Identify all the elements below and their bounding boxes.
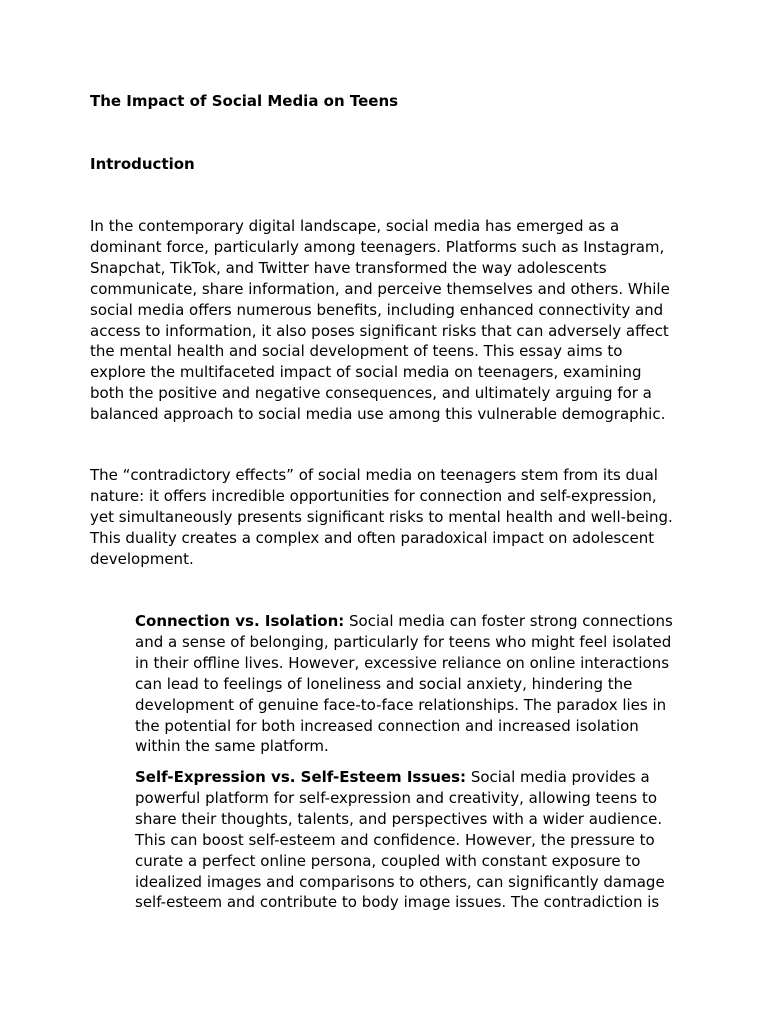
- paragraph-line: yet simultaneously presents significant risks to mental health and well-being.: [90, 507, 673, 526]
- list-item-line: idealized images and comparisons to others, can significantly damage: [135, 872, 665, 891]
- paragraph-line: nature: it offers incredible opportunities for connection and self-expression,: [90, 486, 657, 505]
- list-item-line: share their thoughts, talents, and perspectives with a wider audience.: [135, 809, 663, 828]
- list-item-connection-vs-isolation: [135, 611, 695, 757]
- paragraph-line: development.: [90, 549, 194, 568]
- list-item-text: Social media provides a: [466, 768, 650, 786]
- list-item-label: Self-Expression vs. Self-Esteem Issues:: [135, 768, 467, 786]
- paragraph-line: explore the multifaceted impact of social media on teenagers, examining: [90, 363, 642, 382]
- paragraph-line: In the contemporary digital landscape, social media has emerged as a: [90, 217, 620, 235]
- list-item-first-line: [135, 767, 695, 788]
- document-title: The Impact of Social Media on Teens: [90, 92, 399, 110]
- list-item-self-expression-vs-self-esteem: [135, 767, 695, 913]
- paragraph-line: The “contradictory effects” of social media on teenagers stem from its dual: [90, 466, 658, 484]
- list-item-line: and a sense of belonging, particularly for teens who might feel isolated: [135, 632, 672, 651]
- list-item-line: self-esteem and contribute to body image issues. The contradiction is: [135, 893, 660, 912]
- paragraph-line: social media offers numerous benefits, including enhanced connectivity and: [90, 300, 664, 319]
- paragraph-line: communicate, share information, and perceive themselves and others. While: [90, 279, 670, 298]
- list-item-line: within the same platform.: [135, 737, 329, 756]
- list-item-first-line: [135, 611, 695, 632]
- paragraph-line: Snapchat, TikTok, and Twitter have transformed the way adolescents: [90, 258, 607, 277]
- list-item-line: the potential for both increased connection and increased isolation: [135, 716, 639, 735]
- paragraph-line: balanced approach to social media use among this vulnerable demographic.: [90, 405, 666, 424]
- paragraph-line: the mental health and social development of teens. This essay aims to: [90, 342, 623, 361]
- list-item-line: development of genuine face-to-face relationships. The paradox lies in: [135, 695, 667, 714]
- list-item-line: can lead to feelings of loneliness and social anxiety, hindering the: [135, 674, 633, 693]
- paragraph-line: access to information, it also poses significant risks that can adversely affect: [90, 321, 669, 340]
- contradictory-effects-paragraph: [90, 465, 690, 570]
- list-item-line: powerful platform for self-expression and creativity, allowing teens to: [135, 788, 658, 807]
- paragraph-line: This duality creates a complex and often paradoxical impact on adolescent: [90, 528, 655, 547]
- paragraph-line: dominant force, particularly among teenagers. Platforms such as Instagram,: [90, 237, 665, 256]
- list-item-line: in their offline lives. However, excessive reliance on online interactions: [135, 653, 670, 672]
- section-heading: Introduction: [90, 155, 195, 173]
- list-item-text: Social media can foster strong connections: [344, 612, 673, 630]
- intro-paragraph: [90, 216, 690, 425]
- list-item-line: This can boost self-esteem and confidence. However, the pressure to: [135, 830, 655, 849]
- paragraph-line: both the positive and negative consequences, and ultimately arguing for a: [90, 384, 652, 403]
- list-item-line: curate a perfect online persona, coupled with constant exposure to: [135, 851, 641, 870]
- list-item-label: Connection vs. Isolation:: [135, 612, 345, 630]
